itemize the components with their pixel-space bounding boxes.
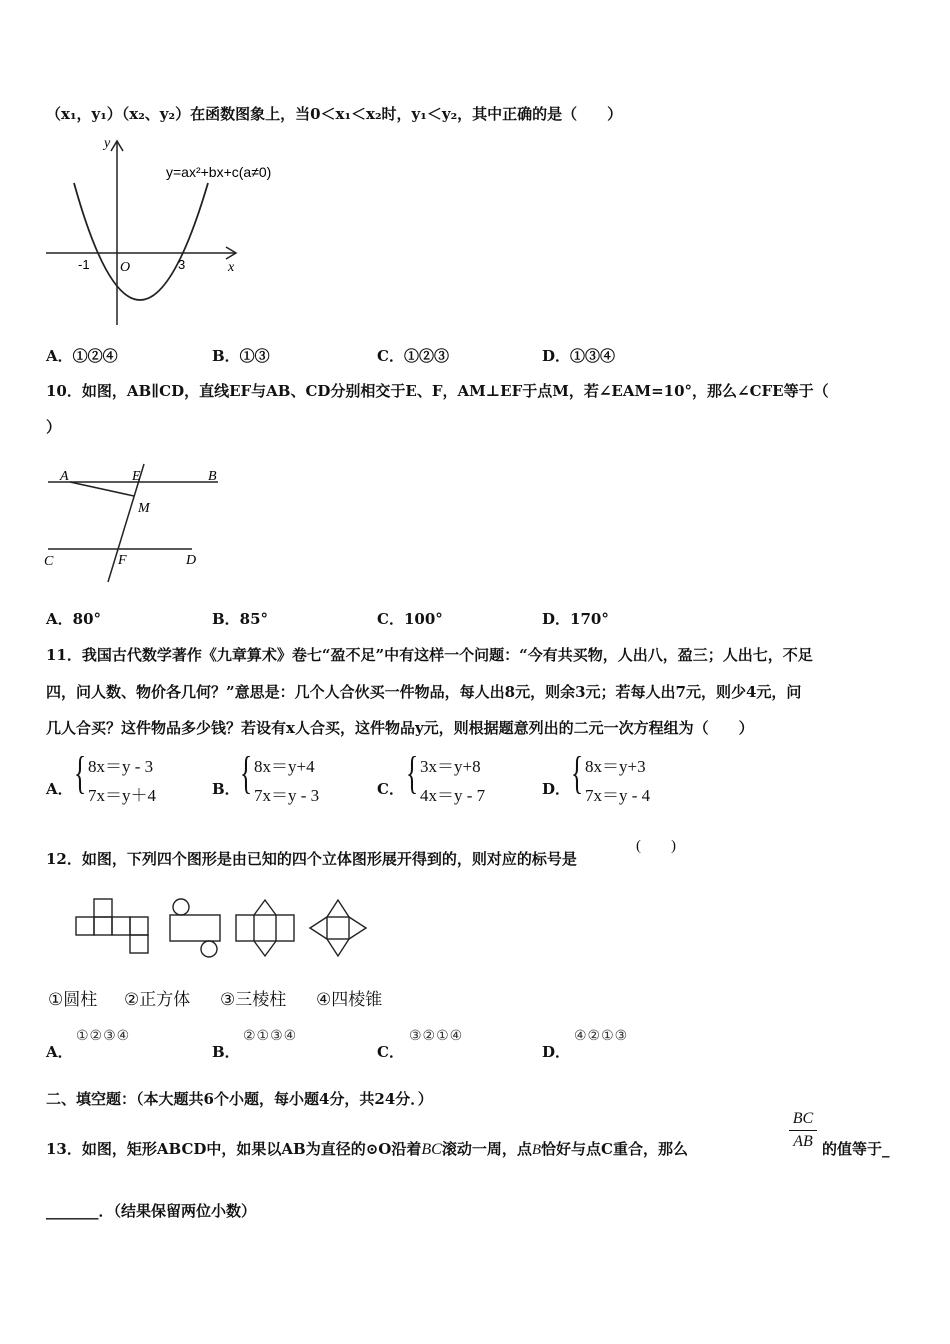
q13-part4: 的值等于_ [822, 1140, 890, 1158]
label-b: B [208, 469, 217, 484]
equation-2: 7x＝y - 3 [254, 786, 320, 805]
equation-1: 8x＝y+4 [254, 757, 315, 776]
fraction-bar [789, 1130, 817, 1131]
q11-option-d-system[interactable] [571, 747, 691, 807]
q11-option-d-label[interactable]: D． [542, 780, 571, 798]
q11-line2: 四，问人数、物价各几何？”意思是：几个人合伙买一件物品，每人出8元，则余3元；若每人出7元，则少4元，问 [46, 683, 802, 701]
legend-cube: ②正方体 [124, 990, 191, 1010]
square-pyramid-net [310, 900, 366, 956]
q9-option-d[interactable]: D．①③④ [542, 347, 616, 365]
section-title: 二、填空题：（本大题共6个小题，每小题4分，共24分．） [46, 1090, 433, 1108]
q11-line1: 11．我国古代数学著作《九章算术》卷七“盈不足”中有这样一个问题：“今有共买物，人出八，盈三；人出七，不足 [46, 646, 813, 664]
q11-option-a-system[interactable] [74, 747, 194, 807]
triangular-prism-net [236, 900, 294, 956]
q13-fraction [786, 1110, 820, 1151]
q11-line3: 几人合买？这件物品多少钱？若设有x人合买，这件物品y元，则根据题意列出的二元一次方程组为（ ） [46, 719, 754, 737]
q12-option-d-label[interactable]: D． [542, 1043, 571, 1061]
q12-option-a-value[interactable]: ①②③④ [76, 1028, 131, 1044]
legend-square-pyramid: ④四棱锥 [316, 990, 383, 1010]
tick-neg1: -1 [78, 257, 90, 272]
q9-option-c[interactable]: C．①②③ [377, 347, 449, 365]
parabola-curve [74, 183, 208, 300]
legend-triangular-prism: ③三棱柱 [220, 990, 287, 1010]
q11-option-b-system[interactable] [240, 747, 360, 807]
q13-b: B [531, 1142, 542, 1158]
fraction-numerator: BC [792, 1110, 814, 1127]
q12-stem: 12．如图，下列四个图形是由已知的四个立体图形展开得到的，则对应的标号是 [46, 850, 577, 868]
q11-option-b-label[interactable]: B． [212, 780, 240, 798]
q13-line1 [46, 1138, 688, 1159]
q12-paren: ( ) [636, 838, 676, 854]
nets-figure [70, 895, 380, 965]
q10-stem-line1: 10．如图，AB∥CD，直线EF与AB、CD分别相交于E、F，AM⊥EF于点M，若∠EAM=10°，那么∠CFE等于（ [46, 382, 829, 400]
fraction-denominator: AB [793, 1133, 813, 1150]
segment-am [70, 482, 134, 496]
q10-option-d[interactable]: D．170° [542, 610, 609, 628]
brace-icon: { [74, 747, 87, 798]
q11-option-a-label[interactable]: A． [46, 780, 73, 798]
brace-icon: { [240, 747, 253, 798]
q9-option-b[interactable]: B．①③ [212, 347, 270, 365]
q12-option-a-label[interactable]: A． [46, 1043, 73, 1061]
equation-2: 4x＝y - 7 [420, 786, 486, 805]
q12-option-c-label[interactable]: C． [377, 1043, 404, 1061]
q11-option-c-system[interactable] [406, 747, 526, 807]
q13-part2: 滚动一周，点 [441, 1140, 532, 1158]
label-a: A [60, 469, 69, 484]
q13-line2: _______．（结果保留两位小数） [46, 1202, 257, 1220]
brace-icon: { [406, 747, 419, 798]
label-m: M [138, 501, 150, 516]
q13-bc: BC [421, 1141, 442, 1158]
q11-option-c-label[interactable]: C． [377, 780, 404, 798]
q10-option-b[interactable]: B．85° [212, 610, 269, 628]
q12-option-d-value[interactable]: ④②①③ [574, 1028, 629, 1044]
q12-option-b-value[interactable]: ②①③④ [243, 1028, 298, 1044]
legend-cylinder: ①圆柱 [48, 990, 98, 1010]
q10-option-c[interactable]: C．100° [377, 610, 443, 628]
equation-1: 3x＝y+8 [420, 757, 481, 776]
cylinder-net [170, 899, 220, 957]
label-d: D [186, 553, 197, 568]
equation-2: 7x＝y - 4 [585, 786, 651, 805]
parallel-lines-figure [42, 460, 227, 585]
q10-stem-line2: ） [46, 418, 62, 436]
function-label: y=ax²+bx+c(a≠0) [166, 164, 272, 180]
equation-1: 8x＝y+3 [585, 757, 646, 776]
axis-x-label: x [228, 260, 235, 275]
equation-1: 8x＝y - 3 [88, 757, 154, 776]
origin-label: O [120, 260, 131, 275]
brace-icon: { [571, 747, 584, 798]
q12-option-c-value[interactable]: ③②①④ [409, 1028, 464, 1044]
label-f: F [118, 553, 127, 568]
q10-option-a[interactable]: A．80° [46, 610, 102, 628]
cube-net [76, 899, 148, 953]
equation-2: 7x＝y＋4 [88, 786, 156, 805]
axis-y-label: y [104, 136, 111, 151]
parabola-graph [40, 135, 300, 330]
label-e: E [132, 469, 141, 484]
q13-part3: 恰好与点C重合，那么 [541, 1140, 688, 1158]
q9-stem: （x₁，y₁）（x₂、y₂）在函数图象上，当0＜x₁＜x₂时，y₁＜y₂，其中正确的是（ ） [46, 105, 623, 123]
q13-part1: 13．如图，矩形ABCD中，如果以AB为直径的⊙O沿着 [46, 1140, 422, 1158]
tick-3: 3 [178, 257, 186, 272]
q12-option-b-label[interactable]: B． [212, 1043, 240, 1061]
label-c: C [44, 554, 54, 569]
q9-option-a[interactable]: A．①②④ [46, 347, 118, 365]
